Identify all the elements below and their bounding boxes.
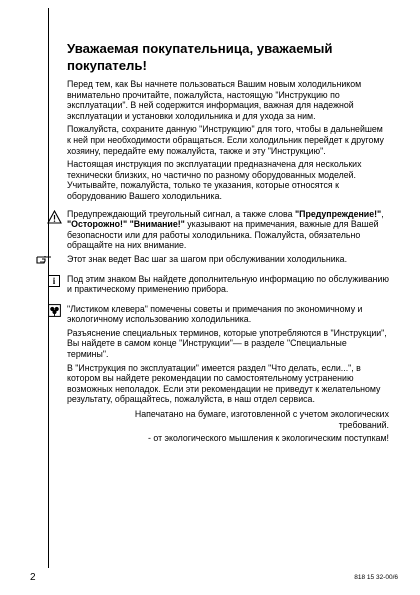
clover-leaf-icon: [45, 303, 63, 319]
pointing-hand-icon: [35, 251, 53, 267]
document-body: [52, 40, 390, 447]
intro-paragraph-1: Перед тем, как Вы начнете пользоваться Вашим новым холодильником внимательно прочитайте, пожалуйста, настоящую "Инструкцию по эксплуатации". В ней содержится информация, важная для надежной эксплуатации и установки холодильника и для ухода за ним.: [67, 79, 362, 121]
info-note: Под этим знаком Вы найдете дополнительную информацию по обслуживанию и практическому применению прибора.: [67, 273, 390, 295]
clover-note: "Листиком клевера" помечены советы и примечания по экономичному и экологичному использованию холодильника.: [67, 303, 363, 325]
intro-paragraph-2: Пожалуйста, сохраните данную "Инструкцию" для того, чтобы в дальнейшем к ней при необходимости обращаться. Если холодильник перейдет к другому хозяину, передайте ему пожалуйста, также и эту "Инструкцию".: [67, 124, 384, 156]
warning-triangle-icon: [45, 209, 63, 225]
troubleshooting-paragraph: В "Инструкция по эксплуатации" имеется раздел "Что делать, если...", в котором вы найдете рекомендации по самостоятельному устранению возможных неполадок. Если эти рекомендации не приведут к желательному результату, обращайтесь, пожалуйста, в наш отдел сервиса.: [67, 362, 381, 405]
document-code: 818 15 32-00/6: [354, 574, 398, 581]
intro-paragraph-3: Настоящая инструкция по эксплуатации предназначена для нескольких технически близких, но частично по разному оборудованных моделей. Учитывайте, пожалуйста, только те указания, которые относятся к оборудованию Вашего холодильника.: [67, 159, 362, 201]
eco-paper-note: Напечатано на бумаге, изготовленной с учетом экологических требований.: [134, 409, 389, 430]
info-letter: i: [48, 275, 60, 287]
hand-note: Этот знак ведет Вас шаг за шагом при обслуживании холодильника.: [67, 253, 348, 264]
info-icon: [45, 273, 63, 289]
warning-note: Предупреждающий треугольный сигнал, а также слова "Предупреждение!", "Осторожно!" "Внимание!" указывают на примечания, важные для Вашей безопасности или для работы холодильника. Пожалуйста, обязательно обращайте на них внимание.: [67, 208, 384, 251]
page-number: 2: [30, 572, 36, 583]
eco-slogan: - от экологического мышления к экологическим поступкам!: [148, 433, 389, 444]
page-title: Уважаемая покупательница, уважаемый покупатель!: [67, 41, 333, 73]
terms-paragraph: Разъяснение специальных терминов, которые употребляются в "Инструкции", Вы найдете в самом конце "Инструкции"— в разделе "Специальные термины".: [67, 327, 387, 360]
